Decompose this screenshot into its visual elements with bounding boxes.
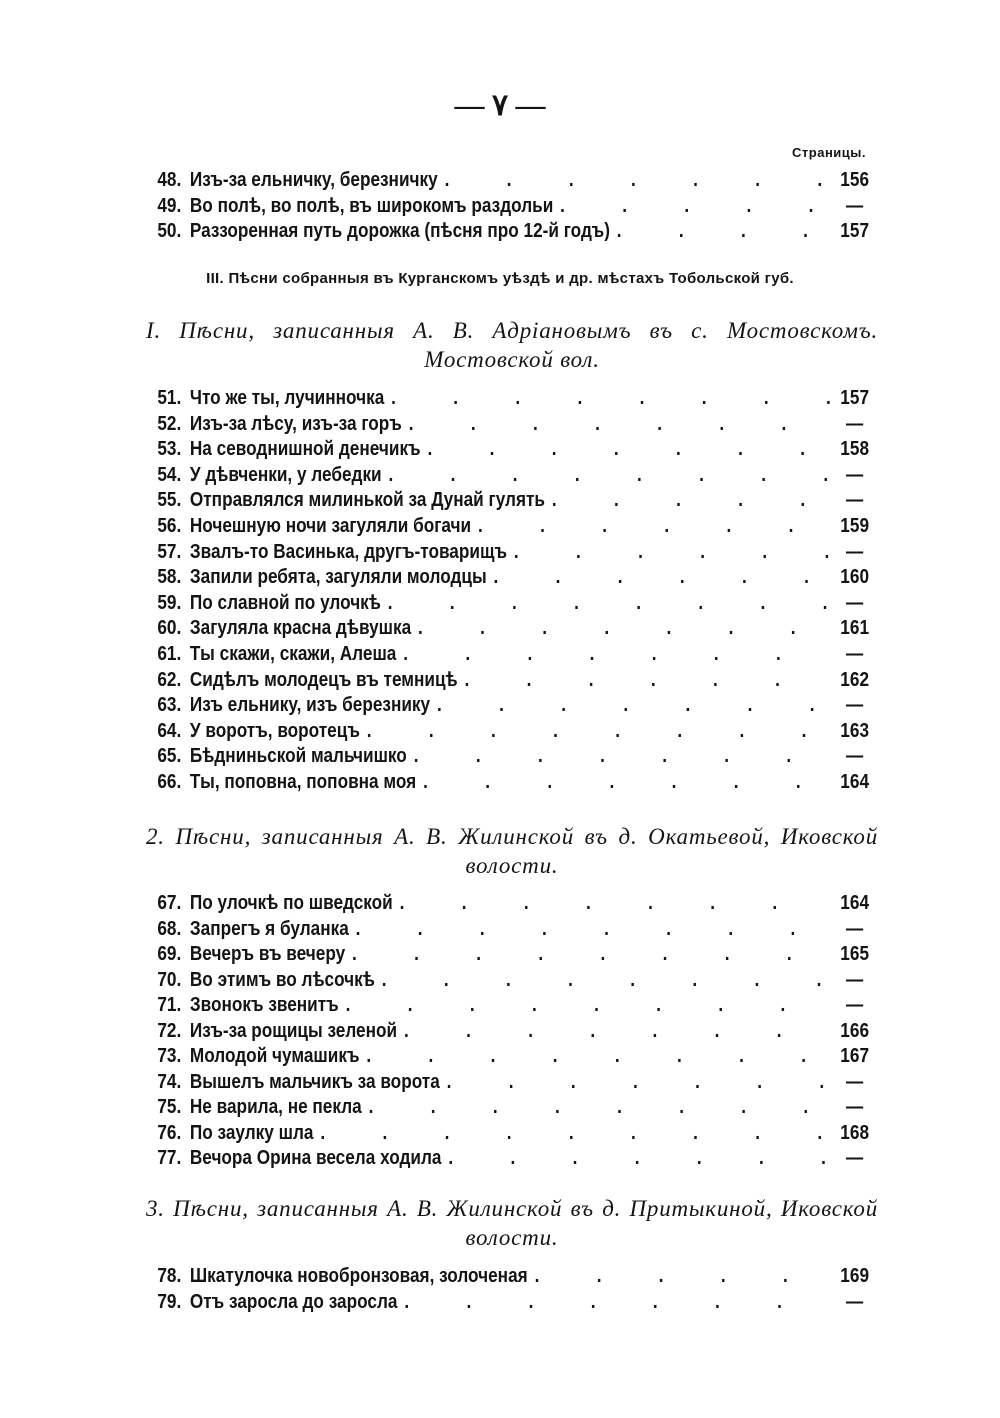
dot-leader: [393, 891, 832, 916]
entry-number: 58.: [157, 566, 182, 589]
section3-heading: 3. Пѣсни, записанныя А. В. Жилинской въ д. Притыкиной, Иковской волости.: [146, 1196, 878, 1250]
entry-page: 167: [840, 1045, 870, 1067]
toc-entry: [140, 463, 878, 488]
dot-leader: [362, 1095, 832, 1120]
toc-entry: [140, 386, 878, 411]
entry-page: 166: [840, 1019, 870, 1042]
toc-entry: [140, 219, 878, 244]
entry-title: Ночешную ночи загуляли богачи: [189, 515, 472, 537]
toc-entry: [140, 168, 878, 193]
entry-page: —: [846, 489, 864, 512]
entry-title: По улочкѣ по шведской: [189, 892, 393, 914]
dot-leader: [345, 942, 831, 967]
dot-leader: [349, 917, 832, 942]
entry-number: 48.: [157, 169, 182, 191]
dot-leader: [402, 412, 832, 437]
dot-leader: [545, 488, 831, 513]
toc-entry: [140, 1070, 878, 1095]
entry-page: —: [846, 463, 864, 486]
entry-number: 51.: [157, 387, 182, 409]
entry-title: Раззоренная путь дорожка (пѣсня про 12-й годъ): [189, 220, 610, 242]
entry-number: 70.: [157, 968, 182, 991]
entry-title: Ты, поповна, поповна моя: [189, 771, 417, 793]
section2-heading: 2. Пѣсни, записанныя А. В. Жилинской въ д. Окатьевой, Иковской волости.: [146, 824, 878, 878]
entry-title: Изъ-за ельничку, березничку: [189, 169, 438, 191]
dot-leader: [421, 437, 832, 462]
toc-entry: [140, 591, 878, 616]
toc-entry: [140, 1121, 878, 1146]
entry-number: 62.: [157, 668, 182, 691]
entry-title: На севоднишной денечикъ: [189, 438, 421, 461]
toc-entry: [140, 917, 878, 942]
entry-title: Вечора Орина весела ходила: [189, 1147, 442, 1169]
entry-page: 165: [840, 943, 870, 965]
dot-leader: [507, 540, 831, 565]
entry-title: Отъ заросла до заросла: [189, 1290, 398, 1313]
toc-entry: [140, 968, 878, 993]
entry-title: Звалъ-то Васинька, другъ-товарищъ: [189, 540, 508, 563]
entry-title: Вышелъ мальчикъ за ворота: [189, 1070, 440, 1093]
entry-page: —: [846, 694, 864, 717]
entry-number: 69.: [157, 943, 182, 965]
entry-page: 158: [840, 438, 870, 461]
entry-title: Запили ребята, загуляли молодцы: [189, 566, 487, 589]
dot-leader: [359, 1044, 831, 1069]
toc-entry: [140, 744, 878, 769]
toc-entry: [140, 942, 878, 967]
toc-entry: [140, 412, 878, 437]
dot-leader: [339, 993, 832, 1018]
entry-title: Что же ты, лучинночка: [189, 387, 385, 409]
part-heading: III. Пѣсни собранныя въ Курганскомъ уѣздѣ и др. мѣстахъ Тобольской губ.: [206, 270, 794, 287]
entry-page: —: [846, 968, 864, 991]
entry-number: 50.: [157, 220, 182, 242]
dot-leader: [407, 744, 832, 769]
entry-page: —: [846, 1070, 864, 1093]
entry-page: —: [846, 591, 864, 614]
dot-leader: [458, 668, 832, 693]
entry-title: Вечеръ въ вечеру: [189, 943, 346, 965]
entry-title: По славной по улочкѣ: [189, 591, 381, 614]
toc-entry: [140, 1146, 878, 1171]
toc-entry: [140, 514, 878, 539]
entry-number: 75.: [157, 1096, 182, 1118]
toc-entry: [140, 488, 878, 513]
dot-leader: [430, 693, 831, 718]
entry-page: 162: [840, 668, 870, 691]
entry-number: 71.: [157, 994, 182, 1016]
entry-title: У воротъ, воротецъ: [189, 719, 360, 742]
dot-leader: [396, 642, 831, 667]
entry-number: 77.: [157, 1147, 182, 1169]
entry-page: —: [846, 917, 864, 940]
dot-leader: [416, 770, 831, 795]
entry-page: —: [846, 1290, 864, 1313]
toc-entry: [140, 616, 878, 641]
entry-number: 79.: [157, 1290, 182, 1313]
entry-title: Изъ-за рощицы зеленой: [189, 1019, 398, 1042]
dot-leader: [375, 968, 832, 993]
entry-page: —: [846, 1147, 864, 1169]
toc-entry: [140, 437, 878, 462]
dot-leader: [313, 1121, 831, 1146]
entry-number: 52.: [157, 412, 182, 435]
entry-title: Молодой чумашикъ: [189, 1045, 360, 1067]
pages-column-header: Страницы.: [792, 145, 866, 160]
dot-leader: [382, 463, 832, 488]
entry-number: 74.: [157, 1070, 182, 1093]
dot-leader: [411, 616, 831, 641]
dot-leader: [381, 591, 832, 616]
toc-entry: [140, 719, 878, 744]
entry-title: Ты скажи, скажи, Алеша: [189, 643, 397, 665]
entry-number: 56.: [157, 515, 182, 537]
entry-page: 164: [840, 771, 870, 793]
entry-number: 78.: [157, 1265, 182, 1287]
entry-title: По заулку шла: [189, 1121, 314, 1144]
entry-title: Изъ-за лѣсу, изъ-за горъ: [189, 412, 402, 435]
entry-page: —: [846, 194, 864, 217]
entry-title: У дѣвченки, у лебедки: [189, 463, 382, 486]
entry-page: —: [846, 1096, 864, 1118]
toc-entry: [140, 1095, 878, 1120]
entry-title: Звонокъ звенитъ: [189, 994, 339, 1016]
entry-page: 160: [840, 566, 870, 589]
entry-number: 72.: [157, 1019, 182, 1042]
entry-page: —: [846, 994, 864, 1016]
toc-entry: [140, 565, 878, 590]
toc-entry: [140, 1044, 878, 1069]
entry-page: 168: [840, 1121, 870, 1144]
entry-number: 76.: [157, 1121, 182, 1144]
dot-leader: [610, 219, 832, 244]
entry-number: 67.: [157, 892, 182, 914]
toc-entry: [140, 993, 878, 1018]
toc-entry: [140, 1019, 878, 1044]
dot-leader: [397, 1019, 831, 1044]
dot-leader: [384, 386, 831, 411]
dot-leader: [440, 1070, 832, 1095]
toc-entry: [140, 693, 878, 718]
entry-number: 66.: [157, 771, 182, 793]
entry-title: Не варила, не пекла: [189, 1096, 362, 1118]
entry-page: —: [846, 412, 864, 435]
dot-leader: [487, 565, 832, 590]
entry-page: 159: [840, 515, 870, 537]
entry-number: 61.: [157, 643, 182, 665]
entry-number: 49.: [157, 194, 182, 217]
dot-leader: [471, 514, 831, 539]
entry-page: 169: [840, 1265, 870, 1287]
entry-title: Отправлялся милинькой за Дунай гулять: [189, 489, 546, 512]
toc-entry: [140, 642, 878, 667]
entry-number: 55.: [157, 489, 182, 512]
dot-leader: [360, 719, 832, 744]
entry-page: —: [846, 540, 864, 563]
entry-number: 60.: [157, 617, 182, 640]
entry-number: 64.: [157, 719, 182, 742]
entry-title: Бѣдниньской мальчишко: [189, 745, 407, 768]
entry-number: 53.: [157, 438, 182, 461]
entry-number: 68.: [157, 917, 182, 940]
entry-page: —: [846, 643, 864, 665]
entry-page: 161: [840, 617, 870, 640]
dot-leader: [438, 168, 832, 193]
page-number: — ۷ —: [454, 89, 546, 122]
entry-title: Загуляла красна дѣвушка: [189, 617, 412, 640]
entry-title: Сидѣлъ молодецъ въ темницѣ: [189, 668, 458, 691]
toc-entry: [140, 1290, 878, 1315]
toc-entry: [140, 770, 878, 795]
entry-page: 164: [840, 892, 870, 914]
entry-number: 57.: [157, 540, 182, 563]
entry-number: 59.: [157, 591, 182, 614]
dot-leader: [553, 194, 831, 219]
entry-title: Запрегъ я буланка: [189, 917, 349, 940]
entry-number: 63.: [157, 694, 182, 717]
dot-leader: [528, 1264, 832, 1289]
entry-page: 156: [840, 169, 870, 191]
entry-title: Во этимъ во лѣсочкѣ: [189, 968, 375, 991]
section1-heading: I. Пѣсни, записанныя А. В. Адріановымъ въ с. Мостовскомъ. Мостовской вол.: [146, 318, 878, 372]
toc-entry: [140, 194, 878, 219]
entry-number: 73.: [157, 1045, 182, 1067]
toc-entry: [140, 891, 878, 916]
entry-title: Во полѣ, во полѣ, въ широкомъ раздольи: [189, 194, 554, 217]
toc-entry: [140, 540, 878, 565]
dot-leader: [441, 1146, 831, 1171]
dot-leader: [397, 1290, 831, 1315]
entry-number: 65.: [157, 745, 182, 768]
entry-title: Изъ ельнику, изъ березнику: [189, 694, 431, 717]
entry-page: 157: [840, 220, 870, 242]
toc-entry: [140, 668, 878, 693]
entry-title: Шкатулочка новобронзовая, золоченая: [189, 1265, 528, 1287]
entry-page: —: [846, 745, 864, 768]
entry-page: 163: [840, 719, 870, 742]
toc-entry: [140, 1264, 878, 1289]
entry-number: 54.: [157, 463, 182, 486]
entry-page: 157: [840, 387, 870, 409]
